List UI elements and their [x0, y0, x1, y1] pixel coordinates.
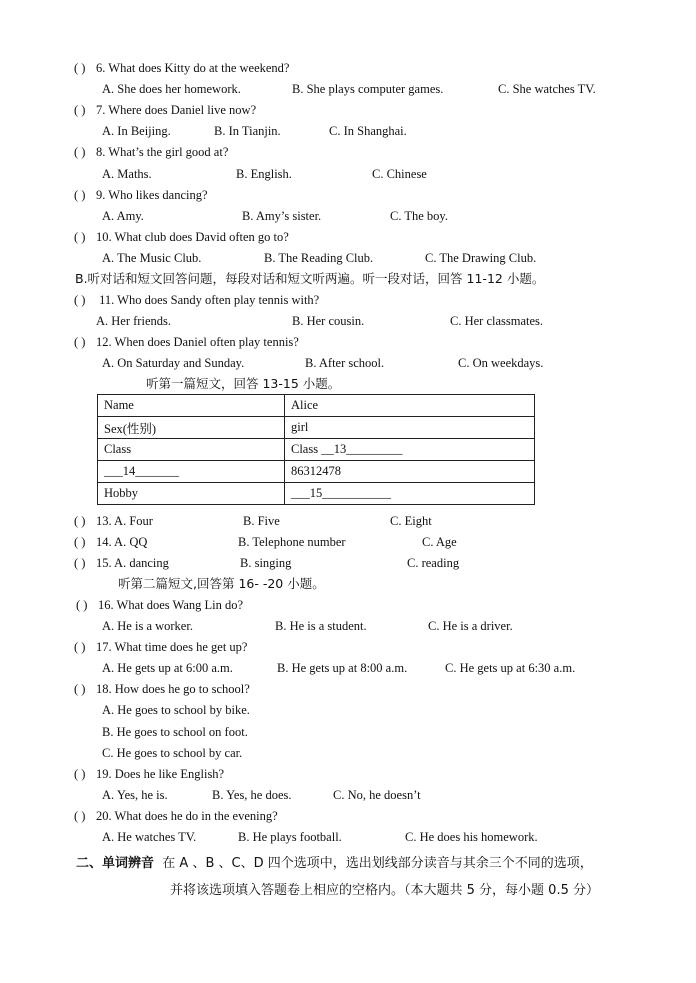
- option: C. He does his homework.: [405, 830, 538, 844]
- option: C. She watches TV.: [498, 82, 596, 96]
- table-row: [98, 395, 535, 417]
- question-6: ( ) 6. What does Kitty do at the weekend?: [74, 61, 290, 75]
- option: A. Her friends.: [96, 314, 171, 328]
- passage-1-heading: 听第一篇短文，回答 13-15 小题。: [146, 376, 341, 391]
- option: B. After school.: [305, 356, 385, 370]
- option: C. He is a driver.: [428, 619, 513, 633]
- option: B. singing: [240, 556, 292, 570]
- option: A. In Beijing.: [102, 124, 171, 138]
- table-cell: ___14_______: [98, 461, 285, 483]
- option: B. Telephone number: [238, 535, 346, 549]
- table-cell: Hobby: [98, 483, 285, 505]
- question-18: ( ) 18. How does he go to school?: [74, 682, 250, 696]
- option: C. Eight: [390, 514, 432, 528]
- section-2-heading: [76, 856, 593, 872]
- info-table: [97, 394, 535, 505]
- table-cell: Name: [98, 395, 285, 417]
- option: C. Her classmates.: [450, 314, 544, 328]
- question-13: ( ) 13. A. Four: [74, 514, 153, 528]
- option: B. She plays computer games.: [292, 82, 444, 96]
- section-2-instruction-cont: 并将该选项填入答题卷上相应的空格内。（本大题共 5 分，每小题 0.5 分）: [170, 883, 599, 898]
- table-cell: ___15___________: [285, 483, 535, 505]
- table-row: [98, 483, 535, 505]
- option: C. He gets up at 6:30 a.m.: [445, 661, 576, 675]
- question-14: ( ) 14. A. QQ: [74, 535, 148, 549]
- table-cell: Class: [98, 439, 285, 461]
- option: C. On weekdays.: [458, 356, 544, 370]
- table-cell: girl: [285, 417, 535, 439]
- option: B. He plays football.: [238, 830, 342, 844]
- option: B. Amy’s sister.: [242, 209, 322, 223]
- section-b-heading: B.听对话和短文回答问题，每段对话和短文听两遍。听一段对话，回答 11-12 小题。: [75, 271, 545, 286]
- table-cell: 86312478: [285, 461, 535, 483]
- question-12: ( ) 12. When does Daniel often play tennis?: [74, 335, 299, 349]
- question-8: ( ) 8. What’s the girl good at?: [74, 145, 229, 159]
- option: B. The Reading Club.: [264, 251, 374, 265]
- passage-2-heading: 听第二篇短文,回答第 16- -20 小题。: [118, 576, 325, 591]
- option: C. The Drawing Club.: [425, 251, 537, 265]
- option: B. He gets up at 8:00 a.m.: [277, 661, 408, 675]
- question-7: ( ) 7. Where does Daniel live now?: [74, 103, 257, 117]
- question-19: ( ) 19. Does he like English?: [74, 767, 225, 781]
- table-cell: Sex(性别): [98, 417, 285, 439]
- question-16: ( ) 16. What does Wang Lin do?: [76, 598, 244, 612]
- option: B. Yes, he does.: [212, 788, 292, 802]
- option: A. She does her homework.: [102, 82, 241, 96]
- question-20: ( ) 20. What does he do in the evening?: [74, 809, 278, 823]
- option: B. Five: [243, 514, 280, 528]
- table-cell: Alice: [285, 395, 535, 417]
- table-row: [98, 417, 535, 439]
- option: C. Age: [422, 535, 457, 549]
- question-10: ( ) 10. What club does David often go to?: [74, 230, 289, 244]
- option: A. He is a worker.: [102, 619, 193, 633]
- table-row: [98, 461, 535, 483]
- option: B. In Tianjin.: [214, 124, 281, 138]
- section-2-title: 二、单词辨音: [76, 856, 155, 871]
- question-15: ( ) 15. A. dancing: [74, 556, 169, 570]
- option: C. In Shanghai.: [329, 124, 407, 138]
- question-17: ( ) 17. What time does he get up?: [74, 640, 248, 654]
- option: B. He goes to school on foot.: [102, 725, 248, 739]
- option: C. Chinese: [372, 167, 427, 181]
- option: A. The Music Club.: [102, 251, 202, 265]
- option: A. Maths.: [102, 167, 152, 181]
- option: A. Amy.: [102, 209, 144, 223]
- option: A. He watches TV.: [102, 830, 197, 844]
- question-11: ( ) 11. Who does Sandy often play tennis with?: [74, 293, 320, 307]
- option: C. The boy.: [390, 209, 448, 223]
- table-cell: Class __13_________: [285, 439, 535, 461]
- option: A. On Saturday and Sunday.: [102, 356, 245, 370]
- table-row: [98, 439, 535, 461]
- option: B. Her cousin.: [292, 314, 365, 328]
- option: C. reading: [407, 556, 460, 570]
- question-9: ( ) 9. Who likes dancing?: [74, 188, 208, 202]
- option: A. He goes to school by bike.: [102, 703, 250, 717]
- option: B. He is a student.: [275, 619, 367, 633]
- option: A. He gets up at 6:00 a.m.: [102, 661, 233, 675]
- option: A. Yes, he is.: [102, 788, 168, 802]
- section-2-instruction: 在 A 、B 、C、D 四个选项中，选出划线部分读音与其余三个不同的选项，: [162, 856, 593, 871]
- option: C. No, he doesn’t: [333, 788, 421, 802]
- option: B. English.: [236, 167, 292, 181]
- option: C. He goes to school by car.: [102, 746, 243, 760]
